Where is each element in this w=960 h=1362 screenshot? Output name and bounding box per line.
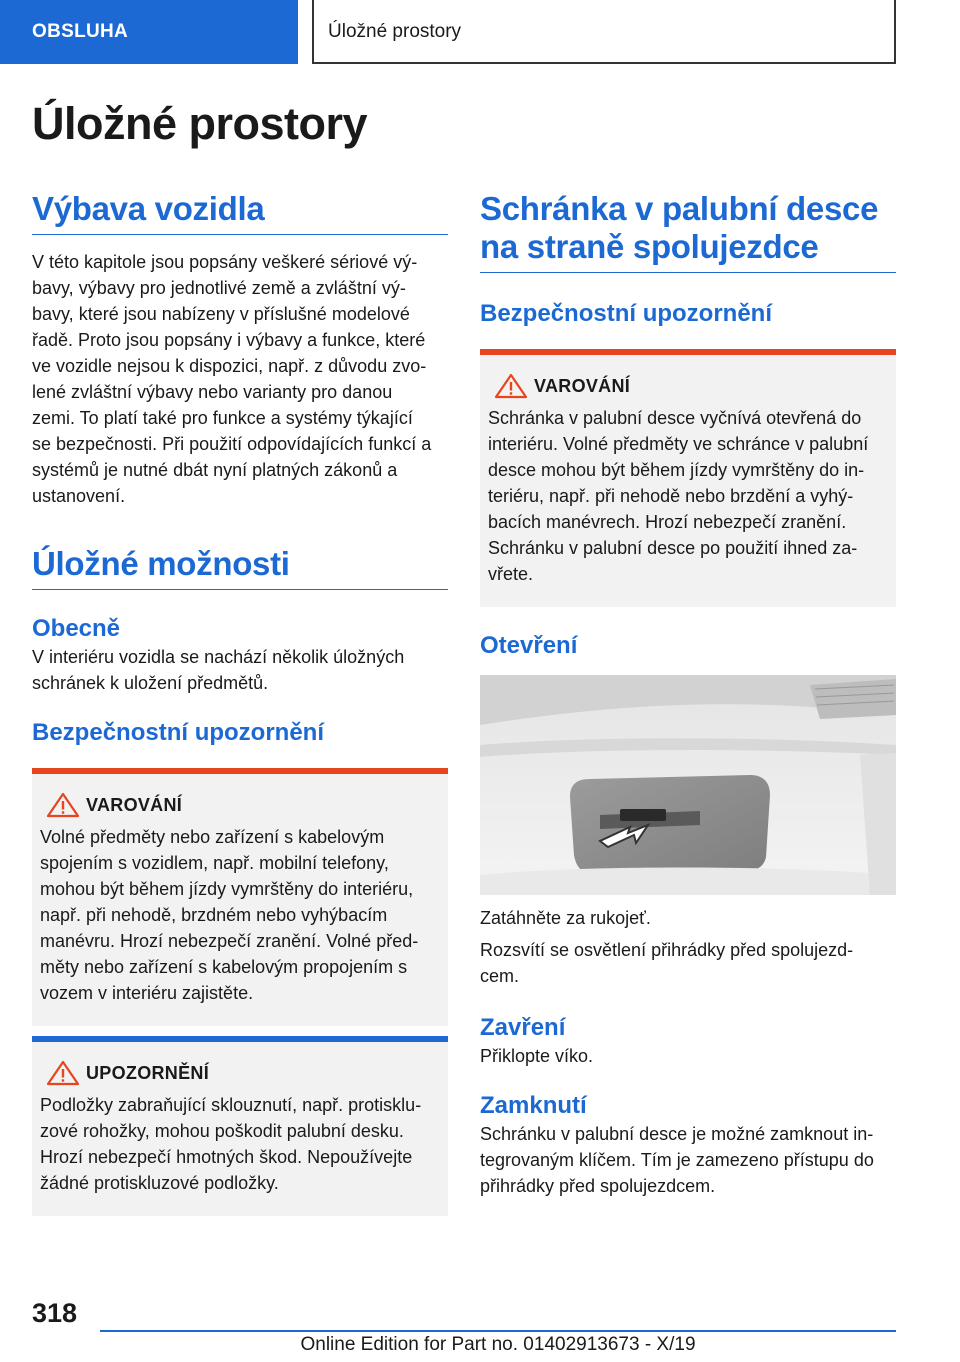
- paragraph-rozsviti: [480, 937, 896, 989]
- heading-line: na straně spolujezdce: [480, 228, 819, 265]
- heading-line: Schránka v palubní desce: [480, 190, 879, 227]
- heading-zavreni: Zavření: [480, 1014, 566, 1041]
- heading-zamknuti: Zamknutí: [480, 1092, 587, 1119]
- text-line: bavy, výbavy pro jednotlivé země a zvláštní vý-: [32, 278, 406, 298]
- text-line: mohou být během jízdy vymrštěny do interiéru,: [40, 879, 414, 899]
- text-line: bavy, které jsou nabízeny v příslušné modelové: [32, 304, 410, 324]
- text-line: Hrozí nebezpečí hmotných škod. Nepoužívejte: [40, 1147, 413, 1167]
- warning-box: [480, 349, 896, 607]
- text-line: Schránka v palubní desce vyčnívá otevřená do: [488, 408, 862, 428]
- page-header: [0, 0, 960, 66]
- heading-bezpecnost: Bezpečnostní upozornění: [480, 300, 773, 327]
- text-line: Schránku v palubní desce po použití ihned za-: [488, 538, 858, 558]
- text-line: přihrádky před spolujezdcem.: [480, 1176, 716, 1196]
- page-title: Úložné prostory: [32, 98, 368, 149]
- heading-vybava: Výbava vozidla: [32, 190, 448, 235]
- heading-bezpecnost: Bezpečnostní upozornění: [32, 719, 325, 746]
- text-line: spojením s vozidlem, např. mobilní telefony,: [40, 853, 389, 873]
- text-line: tegrovaným klíčem. Tím je zamezeno přístupu do: [480, 1150, 874, 1170]
- text-line: V interiéru vozidla se nachází několik úložných: [32, 647, 405, 667]
- warning-title: VAROVÁNÍ: [534, 375, 631, 396]
- heading-moznosti: Úložné možnosti: [32, 545, 448, 590]
- text-line: Podložky zabraňující sklouznutí, např. protisklu-: [40, 1095, 422, 1115]
- notice-header: [40, 1060, 440, 1086]
- text-line: desce mohou být během jízdy vymrštěny do in-: [488, 460, 865, 480]
- heading-obecne: Obecně: [32, 615, 121, 642]
- paragraph-obecne: [32, 644, 448, 696]
- warning-triangle-icon: [46, 1060, 80, 1086]
- heading-schranka: [480, 190, 896, 273]
- left-column: [32, 190, 448, 1216]
- text-line: Volné předměty nebo zařízení s kabelovým: [40, 827, 385, 847]
- glovebox-illustration: [480, 675, 896, 895]
- text-line: manévru. Hrozí nebezpečí zranění. Volné před-: [40, 931, 419, 951]
- paragraph-zamknuti: [480, 1121, 896, 1199]
- text-line: V této kapitole jsou popsány veškeré sériové vý-: [32, 252, 418, 272]
- text-line: lené zvláštní výbavy nebo varianty pro danou: [32, 382, 393, 402]
- text-line: systémů je nutné dbát nyní platných zákonů a: [32, 460, 398, 480]
- heading-otevreni: Otevření: [480, 632, 578, 659]
- text-line: schránek k uložení předmětů.: [32, 673, 269, 693]
- footer-divider: [100, 1330, 896, 1332]
- warning-box: [32, 768, 448, 1026]
- text-line: ustanovení.: [32, 486, 126, 506]
- text-zavreni: Přiklopte víko.: [480, 1046, 594, 1066]
- text-line: Rozsvítí se osvětlení přihrádky před spolujezd-: [480, 940, 854, 960]
- notice-box: [32, 1036, 448, 1216]
- text-line: cem.: [480, 966, 520, 986]
- text-line: měty nebo zařízení s kabelovým propojením s: [40, 957, 408, 977]
- text-line: vřete.: [488, 564, 534, 584]
- text-line: bacích manévrech. Hrozí nebezpečí zranění.: [488, 512, 847, 532]
- text-line: ve vozidle nejsou k dispozici, např. z důvodu zvo-: [32, 356, 427, 376]
- paragraph-vybava: [32, 249, 448, 509]
- text-line: zové rohožky, mohou poškodit palubní desku.: [40, 1121, 404, 1141]
- warning-header: [40, 792, 440, 818]
- text-line: žádné protiskluzové podložky.: [40, 1173, 279, 1193]
- text-zatahnete: Zatáhněte za rukojeť.: [480, 908, 651, 928]
- warning-triangle-icon: [494, 373, 528, 399]
- text-line: např. při nehodě, brzdném nebo vyhýbacím: [40, 905, 388, 925]
- text-line: interiéru. Volné předměty ve schránce v palubní: [488, 434, 869, 454]
- text-line: vozem v interiéru zajistěte.: [40, 983, 254, 1003]
- text-line: řadě. Proto jsou popsány i výbavy a funkce, které: [32, 330, 426, 350]
- right-column: [480, 190, 896, 1199]
- notice-title: UPOZORNĚNÍ: [86, 1062, 210, 1083]
- warning-triangle-icon: [46, 792, 80, 818]
- page-tab: Úložné prostory: [312, 0, 896, 64]
- text-line: se bezpečnosti. Při použití odpovídajících funkcí a: [32, 434, 432, 454]
- warning-title: VAROVÁNÍ: [86, 794, 183, 815]
- section-tab: OBSLUHA: [0, 0, 298, 64]
- warning-header: [488, 373, 888, 399]
- footer-edition: Online Edition for Part no. 01402913673 - X/19: [300, 1334, 696, 1355]
- page-number: 318: [32, 1298, 78, 1328]
- text-line: Schránku v palubní desce je možné zamknout in-: [480, 1124, 874, 1144]
- text-line: teriéru, např. při nehodě nebo brzdění a vyhý-: [488, 486, 854, 506]
- text-line: zemi. To platí také pro funkce a systémy týkající: [32, 408, 413, 428]
